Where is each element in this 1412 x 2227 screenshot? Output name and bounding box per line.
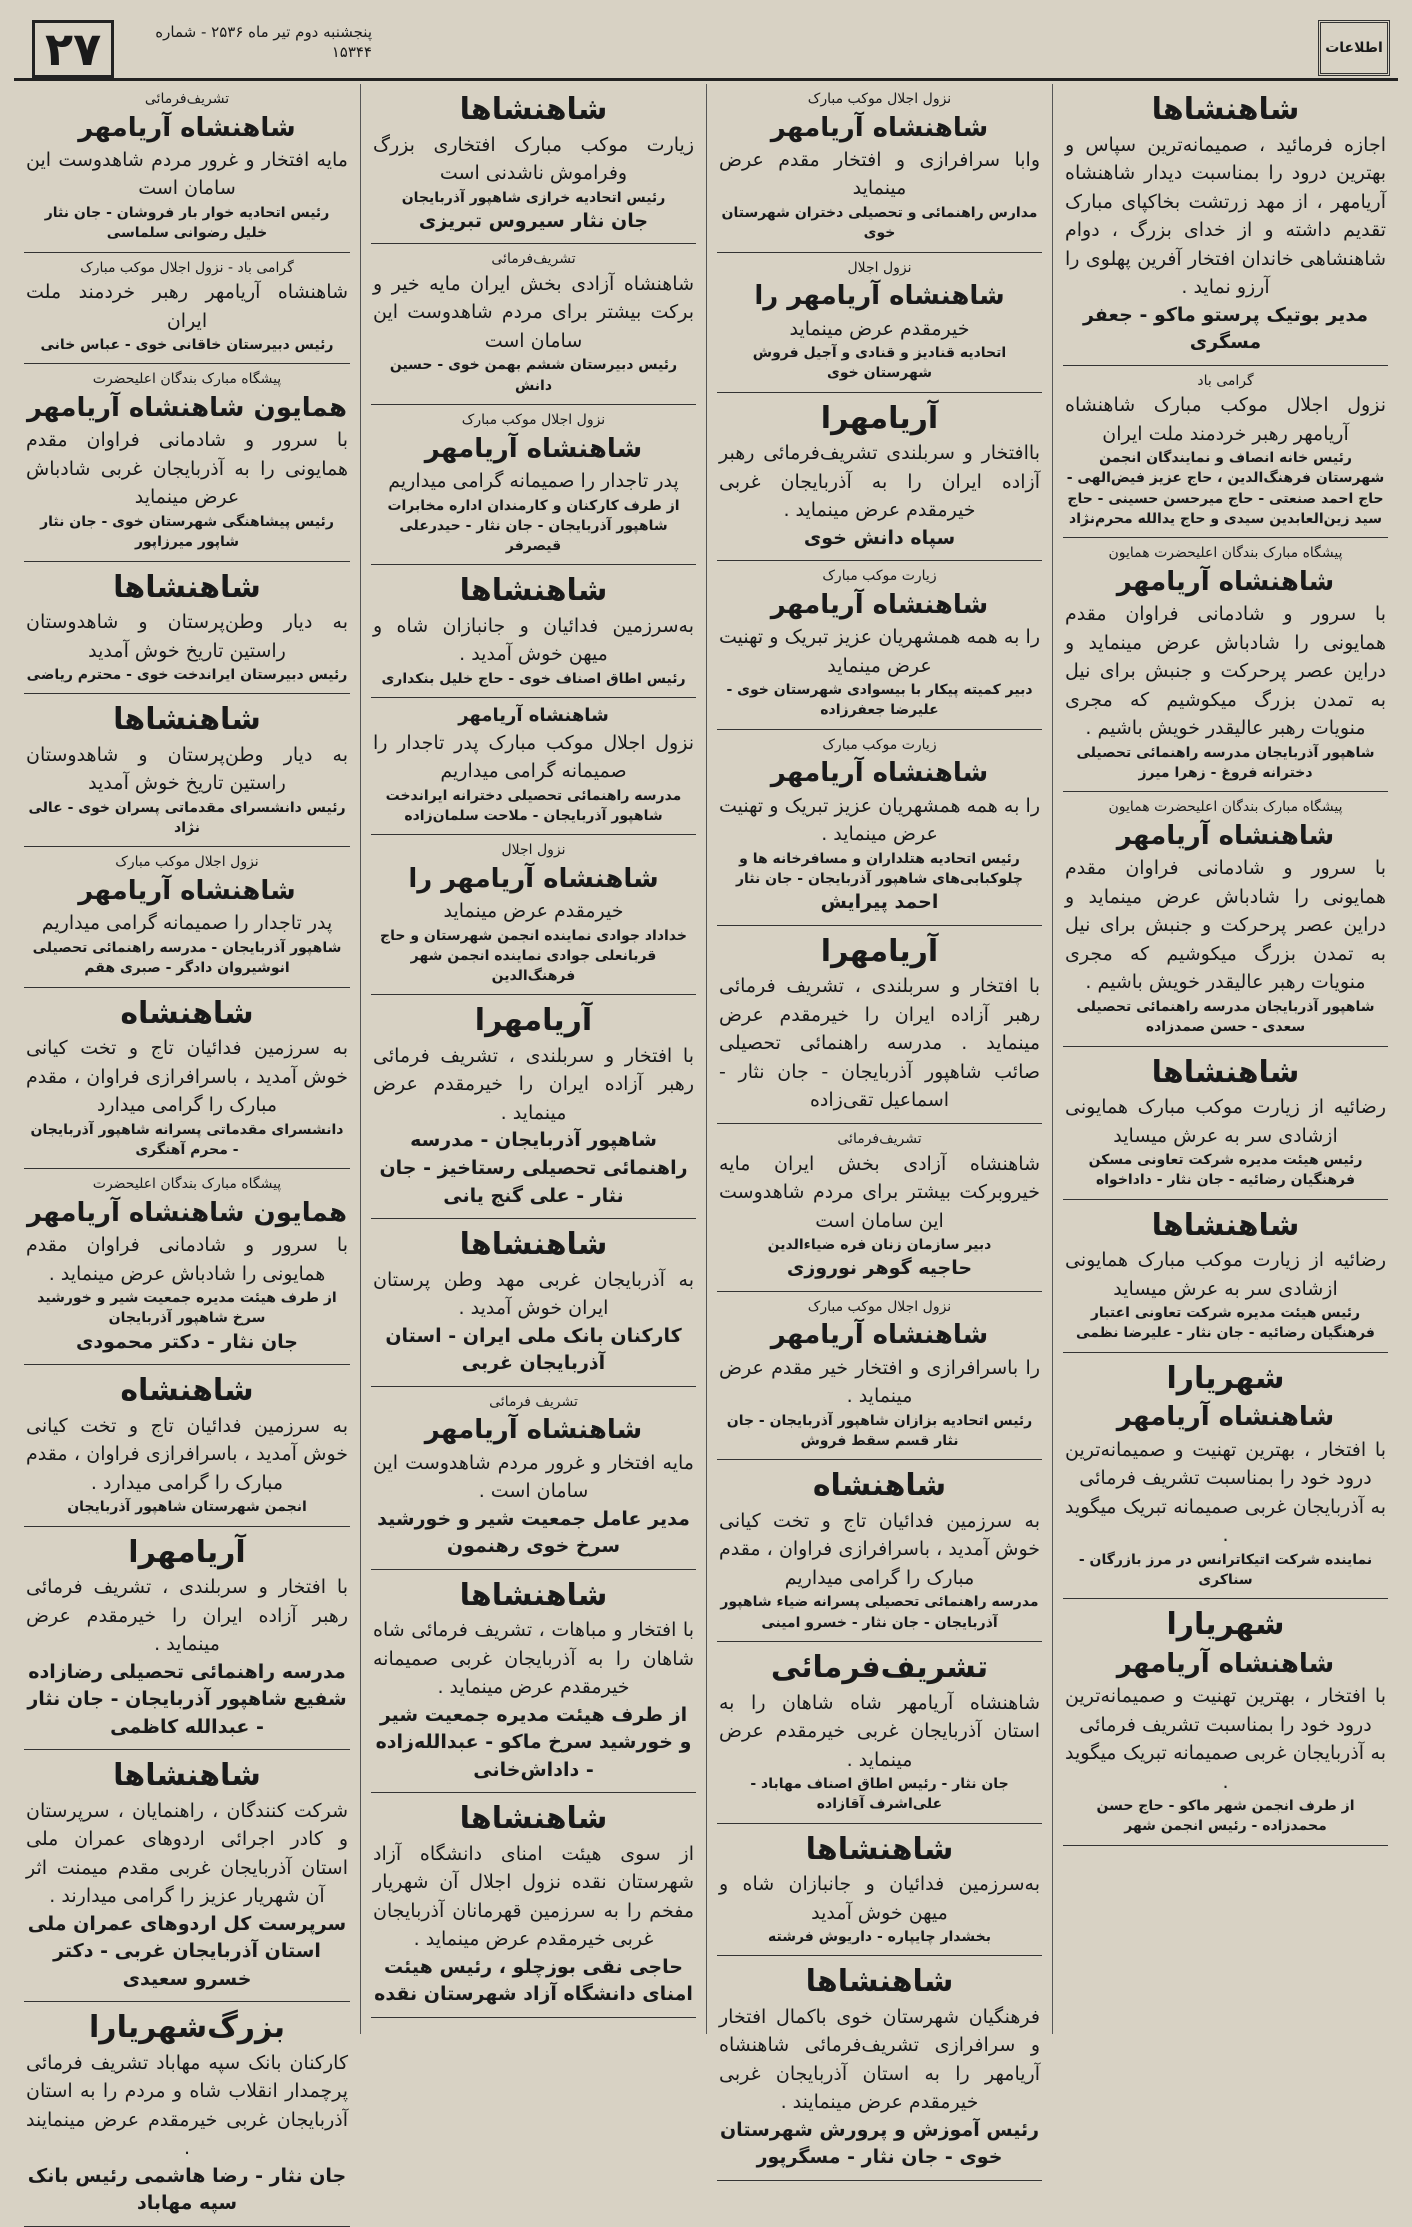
announcement-sub: زیارت موکب مبارک (822, 568, 937, 585)
announcement-sub: نزول اجلال موکب مبارک (807, 1298, 952, 1315)
announcement-hd: شاهنشاها (1151, 1054, 1300, 1090)
announcement (371, 835, 696, 995)
announcement-bd: کارکنان بانک سپه مهاباد تشریف فرمائی پرچمدار انقلاب شاه و مردم را به استان آذربایجان غربی خیرمقدم عرض مینمایند . (26, 2051, 348, 2160)
announcement-sg: رئیس اطاق اصناف خوی - حاج خلیل بنکداری (381, 670, 686, 687)
announcement (1063, 538, 1388, 792)
announcement (717, 926, 1042, 1124)
announcement (1063, 1353, 1388, 1599)
announcement-sg: رئیس اتحادیه هتلداران و مسافرخانه ها و چلوکبابی‌های شاهپور آذربایجان - جان نثار (735, 850, 1024, 888)
announcement-bd: با افتخار و سربلندی ، تشریف فرمائی رهبر آزاده ایران را خیرمقدم عرض مینماید . مدرسه راهنمائی تحصیلی صائب شاهپور آذربایجان - جان نثار - اسماعیل تقی‌زاده (719, 975, 1040, 1112)
announcement-bd: به‌سرزمین فدائیان و جانبازان شاه و میهن خوش آمدید . (373, 614, 694, 666)
announcement (24, 694, 350, 847)
announcement-sg: رئیس دبیرستان ششم بهمن خوی - حسین دانش (389, 357, 678, 394)
announcement-bd: را به همه همشهریان عزیز تبریک و تهنیت عرض مینماید (719, 626, 1040, 677)
announcement (24, 1169, 350, 1365)
announcement-bd2: به آذربایجان غربی صمیمانه تبریک میگوید . (1065, 1495, 1386, 1547)
announcement-sg: شاهپور آذربایجان مدرسه راهنمائی تحصیلی سعدی - حسن صمدزاده (1076, 998, 1375, 1036)
announcement-ti: شاهنشاه آریامهر (770, 112, 989, 143)
announcement-ti: شاهنشاه آریامهر (770, 589, 989, 620)
announcement-sg: اتحادیه قنادیز و قنادی و آجیل فروش شهرستان خوی (752, 345, 1007, 382)
announcement-sg: خداداد جوادی نماینده انجمن شهرستان و حاج قربانعلی جوادی نماینده انجمن شهر فرهنگ‌الدین (380, 927, 687, 985)
announcement-sg: شاهپور آذربایجان - مدرسه راهنمائی تحصیلی انوشیروان دادگر - صبری هقم (32, 939, 342, 977)
announcement-sg: رئیس هیئت مدیره شرکت تعاونی اعتبار فرهنگیان رضائیه - جان نثار - علیرضا نظمی (1076, 1305, 1375, 1342)
announcement-ti: شاهنشاه آریامهر (1116, 1648, 1335, 1679)
announcement-sg2: حاجی نقی بوزچلو ، رئیس هیئت امنای دانشگاه آزاد شهرستان نقده (374, 1955, 693, 2006)
announcement (371, 995, 696, 1219)
columns-container (14, 84, 1398, 2215)
announcement (24, 2002, 350, 2227)
announcement-bd: اجازه فرمائید ، صمیمانه‌ترین سپاس و بهترین درود را بمناسبت دیدار شاهنشاه آریامهر ، از مهد زرتشت بخاکپای مبارک تقدیم داشته و از خدای بزرگ ، دوام شاهنشاهی خاندان افتخار آفرین پهلوی را آرزو نماید . (1065, 133, 1386, 298)
announcement-bd: باافتخار و سربلندی تشریف‌فرمائی رهبر آزاده ایران را به آذربایجان غربی خیرمقدم عرض مینماید . (719, 442, 1040, 522)
announcement-sg: دانشسرای مقدماتی پسرانه شاهپور آذربایجان - محرم آهنگری (30, 1121, 344, 1158)
announcement-hd: شاهنشاها (459, 1577, 608, 1613)
announcement-hd: شاهنشاها (1151, 92, 1300, 127)
announcement-sg2: احمد پیرایش (820, 891, 939, 914)
announcement-bd: از سوی هیئت امنای دانشگاه آزاد شهرستان نقده نزول اجلال آن شهریار مفخم را به سرزمین قهرمانان آذربایجان غربی خیرمقدم عرض مینماید . (373, 1842, 694, 1951)
announcement (371, 244, 696, 405)
announcement-sg: مدارس راهنمائی و تحصیلی دختران شهرستان خوی (721, 204, 1038, 242)
announcement-hd: شاهنشاها (1151, 1207, 1300, 1243)
announcement-sg: شاهپور آذربایجان مدرسه راهنمائی تحصیلی دخترانه فروغ - زهرا میرز (1076, 744, 1375, 782)
announcement-sg: رئیس خانه انصاف و نمایندگان انجمن شهرستان فرهنگ‌الدین ، حاج عزیز فیض‌الهی - حاج احمد صنعتی - حاج میرحسن حسینی - حاج سید زین‌العابدین سیدی و حاج یدالله محرم‌نژاد (1066, 450, 1385, 528)
announcement-ti: شاهنشاه آریامهر (78, 876, 296, 907)
announcement-ti: شاهنشاه آریامهر (1116, 566, 1335, 597)
announcement-hd: شاهنشاها (113, 702, 261, 738)
announcement-ti: شاهنشاه آریامهر را (754, 281, 1005, 312)
announcement (1063, 792, 1388, 1046)
announcement (1063, 84, 1388, 366)
announcement-sub: تشریف‌فرمائی (491, 251, 576, 268)
announcement-hd: آریامهرا (820, 400, 939, 436)
announcement-sub: نزول اجلال (847, 259, 912, 276)
column-1 (1052, 84, 1398, 2034)
announcement-sg2: سرپرست کل اردوهای عمران ملی استان آذربایجان غربی - دکتر خسرو سعیدی (27, 1912, 347, 1990)
announcement-hd: شاهنشاها (459, 1227, 608, 1263)
announcement (1063, 1200, 1388, 1353)
announcement (24, 364, 350, 561)
announcement-sg2: کارکنان بانک ملی ایران - استان آذربایجان غربی (385, 1324, 682, 1375)
announcement-ti: شاهنشاه آریامهر (770, 1320, 989, 1351)
announcement-hd: شاهنشاه (120, 995, 254, 1031)
announcement-bd: شاهنشاه آریامهر رهبر خردمند ملت ایران (26, 281, 348, 332)
announcement-bd: با سرور و شادمانی فراوان مقدم همایونی را شادباش عرض مینماید . (26, 1234, 348, 1285)
announcement (24, 562, 350, 695)
announcement-sg: از طرف هیئت مدیره جمعیت شیر و خورشید سرخ شاهپور آذربایجان (37, 1290, 337, 1327)
announcement-bd: شاهنشاه آریامهر شاه شاهان را به استان آذربایجان غربی خیرمقدم عرض مینماید . (719, 1691, 1040, 1771)
announcement-sub: پیشگاه مبارک بندگان اعلیحضرت (92, 1176, 282, 1193)
announcement (717, 1642, 1042, 1824)
announcement-sg: رئیس دبیرستان خاقانی خوی - عباس خانی (40, 337, 334, 354)
announcement-sg: رئیس اتحادیه خوار بار فروشان - جان نثار خلیل رضوانی سلماسی (44, 204, 330, 242)
announcement-sg: رئیس اتحادیه خرازی شاهپور آذربایجان (401, 189, 666, 206)
announcement-sg: از طرف کارکنان و کارمندان اداره مخابرات شاهپور آذربایجان - جان نثار - حیدرعلی قیصرفر (387, 497, 680, 555)
announcement-bd: با سرور و شادمانی فراوان مقدم همایونی را شادباش عرض مینماید و دراین عصر پرحرکت و جنبش برای نیل به تمدن بزرگ میکوشیم که مجری منویات رهبر عالیقدر خویش باشیم . (1065, 603, 1386, 740)
announcement-ti: شاهنشاه آریامهر (1116, 821, 1335, 852)
announcement-bd: با افتخار و سربلندی ، تشریف فرمائی رهبر آزاده ایران را خیرمقدم عرض مینماید . (26, 1576, 348, 1656)
announcement-bd: خیرمقدم عرض مینماید (789, 317, 970, 340)
announcement-sg: رئیس دانشسرای مقدماتی پسران خوی - عالی نژاد (28, 799, 346, 837)
announcement-bd: شاهنشاه آزادی بخش ایران مایه خیروبرکت بیشتر برای مردم شاهدوست این سامان است (719, 1152, 1040, 1232)
announcement (24, 1365, 350, 1526)
announcement-sg: جان نثار - رئیس اطاق اصناف مهاباد - علی‌اشرف آقازاده (750, 1776, 1009, 1813)
announcement-ti: شاهنشاه آریامهر (424, 433, 643, 464)
announcement (717, 561, 1042, 730)
announcement-ti: شاهنشاه آریامهر (770, 758, 989, 789)
announcement-sg2: جان نثار - دکتر محمودی (76, 1330, 298, 1353)
announcement (371, 1570, 696, 1794)
announcement-bd: نزول اجلال موکب مبارک شاهنشاه آریامهر رهبر خردمند ملت ایران (1065, 394, 1386, 445)
announcement-sg: مدرسه راهنمائی تحصیلی پسرانه ضیاء شاهپور آذربایجان - جان نثار - خسرو امینی (720, 1594, 1039, 1631)
logo-mark: اطلاعات (1325, 40, 1383, 56)
announcement-sub: پیشگاه مبارک بندگان اعلیحضرت (92, 371, 282, 388)
announcement (717, 84, 1042, 253)
announcement (717, 393, 1042, 562)
announcement-bd: مایه افتخار و غرور مردم شاهدوست این سامان است (26, 148, 348, 200)
announcement-bd: به سرزمین فدائیان تاج و تخت کیانی خوش آمدید ، باسرافرازی فراوان ، مقدم مبارک را گرامی میداریم (719, 1509, 1040, 1589)
announcement-bd: با افتخار و سربلندی ، تشریف فرمائی رهبر آزاده ایران را خیرمقدم عرض مینماید . (373, 1044, 694, 1124)
announcement-sg: انجمن شهرستان شاهپور آذربایجان (67, 1499, 307, 1516)
announcement-bd: را باسرافرازی و افتخار خیر مقدم عرض مینماید . (719, 1356, 1040, 1408)
announcement-hd: آریامهرا (128, 1534, 246, 1570)
announcement-sg2: رئیس آموزش و پرورش شهرستان خوی - جان نثار - مسگرپور (719, 2118, 1040, 2169)
announcement-sg2: از طرف هیئت مدیره جمعیت شیر و خورشید سرخ ماکو - عبدالله‌زاده - داداش‌خانی (375, 1703, 692, 1781)
announcement-ti: شاهنشاه آریامهر (78, 112, 296, 143)
announcement (24, 1527, 350, 1751)
announcement-hd: آریامهرا (820, 933, 939, 969)
announcement (371, 698, 696, 835)
announcement-sg2: مدیر عامل جمعیت شیر و خورشید سرخ خوی رهنمون (377, 1507, 690, 1558)
announcement (371, 1219, 696, 1387)
announcement-sg: رئیس هیئت مدیره شرکت تعاونی مسکن فرهنگیان رضائیه - جان نثار - داداخواه (1088, 1152, 1363, 1189)
announcement (717, 253, 1042, 393)
announcement-bd2: به آذربایجان غربی صمیمانه تبریک میگوید . (1065, 1742, 1386, 1793)
announcement-hd: شاهنشاه آریامهر (458, 705, 609, 727)
announcement-ti: شاهنشاه آریامهر را (408, 863, 659, 894)
announcement-ti: همایون شاهنشاه آریامهر (27, 393, 347, 424)
announcement-sg2: جان نثار - رضا هاشمی رئیس بانک سپه مهاباد (27, 2164, 347, 2215)
announcement-sg: رئیس اتحادیه بزازان شاهپور آذربایجان - جان نثار قسم سقط فروش (726, 1412, 1033, 1450)
announcement-bd: با افتخار ، بهترین تهنیت و صمیمانه‌ترین درود خود را بمناسبت تشریف فرمائی (1065, 1685, 1386, 1736)
announcement (24, 988, 350, 1170)
announcement-sub: نزول اجلال (501, 842, 566, 859)
announcement-bd: به سرزمین فدائیان تاج و تخت کیانی خوش آمدید ، باسرافرازی فراوان ، مقدم مبارک را گرامی میدارد . (26, 1414, 348, 1494)
column-2 (706, 84, 1052, 2169)
announcement-bd: به دیار وطن‌پرستان و شاهدوستان راستین تاریخ خوش آمدید (26, 611, 348, 662)
announcement (717, 730, 1042, 926)
announcement (1063, 1047, 1388, 1200)
announcement-hd: شهریارا (1166, 1360, 1285, 1396)
announcement-sg2: شاهپور آذربایجان - مدرسه راهنمائی تحصیلی رستاخیز - جان نثار - علی گنج یانی (379, 1129, 688, 1207)
announcement-sg: نماینده شرکت اتیکاترانس در مرز بازرگان - سناکری (1078, 1551, 1373, 1588)
announcement-sg2: جان نثار سیروس تبریزی (418, 209, 649, 232)
announcement-ti: همایون شاهنشاه آریامهر (27, 1197, 347, 1228)
announcement-bd: نزول اجلال موکب مبارک پدر تاجدار را صمیمانه گرامی میداریم (373, 731, 694, 782)
announcement (717, 1460, 1042, 1642)
masthead (14, 14, 1398, 81)
announcement-sg: مدرسه راهنمائی تحصیلی دخترانه ایراندخت شاهپور آذربایجان - ملاحت سلمان‌زاده (385, 787, 682, 824)
announcement (24, 847, 350, 987)
announcement-hd: شهریارا (1166, 1607, 1285, 1643)
announcement-bd: زیارت موکب مبارک افتخاری بزرگ وفراموش ناشدنی است (373, 133, 694, 184)
announcement-sg: دبیر سازمان زنان فره ضیاءالدین (767, 1237, 992, 1253)
announcement (717, 1956, 1042, 2181)
announcement-bd: پدر تاجدار را صمیمانه گرامی میداریم (41, 912, 333, 935)
announcement-bd: را به همه همشهریان عزیز تبریک و تهنیت عرض مینماید . (719, 794, 1040, 846)
announcement (717, 1292, 1042, 1461)
announcement-bd: به دیار وطن‌پرستان و شاهدوستان راستین تاریخ خوش آمدید (26, 743, 348, 795)
announcement-sub: تشریف فرمائی (489, 1393, 578, 1410)
announcement (24, 1750, 350, 2002)
announcement-sg: رئیس دبیرستان ایراندخت خوی - محترم ریاضی (26, 667, 348, 684)
announcement-sub: نزول اجلال موکب مبارک (461, 412, 606, 429)
announcement-hd: شاهنشاها (459, 92, 608, 127)
date-line: پنجشنبه دوم تیر ماه ۲۵۳۶ - شماره ۱۵۳۴۴ (155, 23, 372, 61)
announcement-sub: نزول اجلال موکب مبارک (807, 91, 952, 107)
announcement-ti: شاهنشاه آریامهر (424, 1415, 643, 1446)
column-3 (360, 84, 706, 2034)
announcement (371, 565, 696, 698)
announcement-hd: شاهنشاها (805, 1964, 954, 2000)
announcement-sub: پیشگاه مبارک بندگان اعلیحضرت همایون (1108, 799, 1343, 816)
page-number: ۲۷ (32, 20, 114, 78)
announcement-bd: به سرزمین فدائیان تاج و تخت کیانی خوش آمدید ، باسرافرازی فراوان ، مقدم مبارک را گرامی میدارد (26, 1037, 348, 1117)
announcement-hd: شاهنشاه (812, 1468, 947, 1504)
announcement-sub: گرامی باد (1197, 372, 1254, 389)
announcement-bd: به آذربایجان غربی مهد وطن پرستان ایران خوش آمدید . (373, 1268, 694, 1320)
announcement (24, 84, 350, 253)
announcement-bd: پدر تاجدار را صمیمانه گرامی میداریم (388, 470, 679, 493)
newspaper-logo (1318, 20, 1390, 76)
announcement-sg2: مدیر بوتیک پرستو ماکو - جعفر مسگری (1082, 303, 1369, 354)
announcement-sub: نزول اجلال موکب مبارک (115, 854, 259, 871)
announcement-bd: با افتخار ، بهترین تهنیت و صمیمانه‌ترین درود خود را بمناسبت تشریف فرمائی (1065, 1438, 1386, 1490)
announcement (371, 405, 696, 565)
announcement-hd: شاهنشاها (113, 1758, 261, 1794)
announcement-sg2: حاجیه گوهر نوروزی (786, 1257, 973, 1280)
announcement-sg: دبیر کمیته پیکار با بیسوادی شهرستان خوی - علیرضا جعفرزاده (726, 682, 1033, 719)
announcement-sub: تشریف‌فرمائی (144, 91, 230, 107)
announcement-bd: به‌سرزمین فدائیان و جانبازان شاه و میهن خوش آمدید (719, 1873, 1040, 1924)
announcement-bd: خیرمقدم عرض مینماید (443, 900, 624, 923)
column-4 (14, 84, 360, 2215)
announcement-ti: شاهنشاه آریامهر (1116, 1402, 1335, 1433)
announcement-sg: بخشدار چایپاره - داریوش فرشته (768, 1929, 991, 1946)
announcement (1063, 366, 1388, 539)
announcement-hd: بزرگ‌شهریارا (89, 2010, 285, 2046)
announcement (717, 1824, 1042, 1957)
announcement-hd: تشریف‌فرمائی (770, 1650, 989, 1686)
announcement-hd: شاهنشاه (120, 1373, 254, 1409)
announcement-hd: شاهنشاها (459, 573, 608, 609)
announcement-bd: فرهنگیان شهرستان خوی باکمال افتخار و سرافرازی تشریف‌فرمائی شاهنشاه آریامهر را به استان آذربایجان غربی خیرمقدم عرض مینمایند . (719, 2005, 1040, 2114)
announcement (371, 84, 696, 244)
announcement-sg: رئیس پیشاهنگی شهرستان خوی - جان نثار شاپور میرزاپور (40, 513, 334, 551)
announcement-bd: رضائیه از زیارت موکب مبارک همایونی ازشادی سر به عرش میساید (1065, 1096, 1386, 1147)
announcement-sub: گرامی باد - نزول اجلال موکب مبارک (80, 259, 294, 276)
announcement-sub: زیارت موکب مبارک (822, 736, 937, 753)
announcement-bd: با سرور و شادمانی فراوان مقدم همایونی را شادباش عرض مینماید و دراین عصر پرحرکت و جنبش برای نیل به تمدن بزرگ میکوشیم که مجری منویات رهبر عالیقدر خویش باشیم . (1065, 857, 1386, 994)
announcement-hd: آریامهرا (474, 1003, 593, 1039)
announcement-bd: رضائیه از زیارت موکب مبارک همایونی ازشادی سر به عرش میساید (1065, 1249, 1386, 1300)
announcement-bd: شاهنشاه آزادی بخش ایران مایه خیر و برکت بیشتر برای مردم شاهدوست این سامان است (373, 272, 694, 352)
announcement (717, 1124, 1042, 1292)
announcement-bd: با افتخار و مباهات ، تشریف فرمائی شاه شاهان را به آذربایجان غربی صمیمانه خیرمقدم عرض مینماید . (373, 1619, 694, 1699)
announcement-sub: پیشگاه مبارک بندگان اعلیحضرت همایون (1108, 545, 1343, 562)
announcement (371, 1793, 696, 2018)
announcement-hd: شاهنشاها (113, 569, 261, 605)
announcement (371, 1387, 696, 1570)
announcement-hd: شاهنشاها (805, 1831, 954, 1867)
announcement-sg2: مدرسه راهنمائی تحصیلی رضازاده شفیع شاهپور آذربایجان - جان نثار - عبدالله کاظمی (27, 1660, 347, 1738)
announcement-bd: مایه افتخار و غرور مردم شاهدوست این سامان است . (373, 1451, 694, 1503)
announcement (24, 253, 350, 365)
announcement-bd: با سرور و شادمانی فراوان مقدم همایونی را به آذربایجان غربی شادباش عرض مینماید (26, 429, 348, 509)
announcement-sg2: سپاه دانش خوی (803, 526, 956, 549)
announcement (1063, 1599, 1388, 1845)
announcement-sg: از طرف انجمن شهر ماکو - حاج حسن محمدزاده - رئیس انجمن شهر (1096, 1798, 1355, 1835)
announcement-hd: شاهنشاها (459, 1801, 608, 1837)
announcement-bd: شرکت کنندگان ، راهنمایان ، سرپرستان و کادر اجرائی اردوهای عمران ملی استان آذربایجان غربی مقدم میمنت اثر آن شهریار عزیز را گرامی میدارند . (26, 1799, 348, 1908)
announcement-sub: تشریف‌فرمائی (837, 1130, 922, 1147)
announcement-bd: وابا سرافرازی و افتخار مقدم عرض مینماید (719, 148, 1040, 200)
